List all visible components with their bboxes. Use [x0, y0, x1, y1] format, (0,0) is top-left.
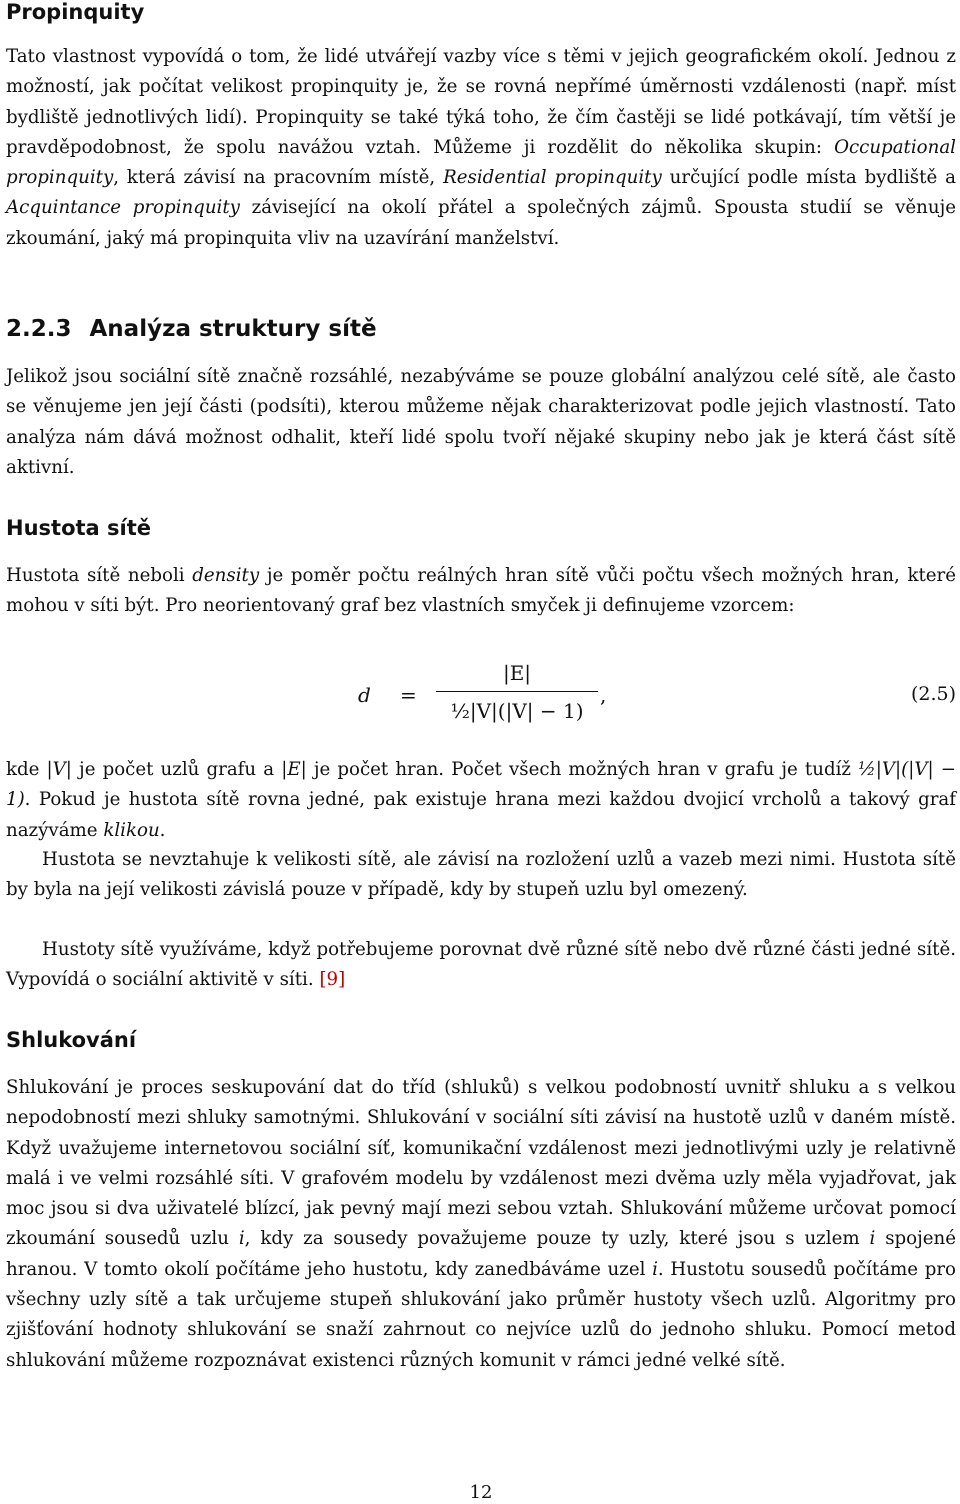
formula-comma: , [600, 683, 607, 707]
term-residential: Residential propinquity [443, 167, 662, 189]
text-run: je poměr počtu reálných hran sítě vůči počtu všech možných hran, které mohou v síti být. Pro neorientovaný graf bez vlastních smyček ji definujeme vzorcem: [6, 565, 956, 617]
citation-link[interactable]: [9] [319, 969, 346, 991]
formula-numerator: |E| [502, 661, 532, 685]
paragraph-hustota-intro [6, 561, 956, 622]
paragraph-hustota-size: Hustota se nevztahuje k velikosti sítě, ale závisí na rozložení uzlů a vazeb mezi nimi. Hustota sítě by byla na její velikosti závislá pouze v případě, kdy by stupeň uzlu byl omezený. [6, 849, 956, 901]
math-i: i [652, 1258, 658, 1280]
heading-hustota: Hustota sítě [6, 516, 151, 540]
term-occupational: Occupational propinquity [6, 136, 956, 189]
math-i: i [869, 1228, 876, 1250]
text-run: . [159, 819, 166, 841]
text-run: Shlukování je proces seskupování dat do tříd (shluků) s velkou podobností uvnitř shluku a s velkou nepodobností mezi shluky samotnými. Shlukování v sociální síti závisí na hustotě uzlů v daném místě. Když uvažujeme internetovou sociální síť, komunikační vzdálenost mezi jednotlivými uzly je relativně malá i ve velmi rozsáhlé síti. V grafovém modelu by vzdálenost mezi dvěma uzly měla vyjadřovat, jak moc jsou si dva uživatelé blízcí, jak pevný mají mezi sebou vztah. Shlukování můžeme určovat pomocí zkoumání sousedů uzlu [6, 1077, 956, 1250]
text-run: je počet uzlů grafu a [71, 759, 282, 780]
text-run: spojené hranou. V tomto okolí počítáme jeho hustotu, kdy zanedbáváme uzel [6, 1228, 957, 1280]
math-i: i [238, 1228, 245, 1250]
text-run: závisející na okolí přátel a společných zájmů. Spousta studií se věnuje zkoumání, jaký má propinquita vliv na uzavírání manželství. [6, 197, 956, 249]
math-expression: ½|V|(|V| − 1) [6, 759, 956, 811]
text-run: Hustota sítě neboli [6, 565, 193, 586]
section-number: 2.2.3 [6, 316, 72, 342]
paragraph-analyza: Jelikož jsou sociální sítě značně rozsáhlé, nezabýváme se pouze globální analýzou celé sítě, ale často se věnujeme jen její části (podsíti), kterou můžeme nějak charakterizovat podle jejich vlastností. Tato analýza nám dává možnost odhalit, kteří lidé spolu tvoří nějaké skupiny nebo jak je která část sítě aktivní. [6, 366, 956, 478]
term-acquintance: Acquintance propinquity [6, 197, 240, 219]
document-page [6, 0, 958, 1504]
paragraph-hustota-usage [6, 935, 956, 996]
text-run: je počet hran. Počet všech možných hran v grafu je tudíž [306, 759, 859, 780]
paragraph-shlukovani [6, 1073, 956, 1376]
term-klika: klikou [103, 819, 160, 841]
formula-denominator: ½|V|(|V| − 1) [450, 699, 584, 723]
page-number: 12 [469, 1482, 493, 1503]
text-run: kde [6, 759, 47, 780]
text-run: . Pokud je hustota sítě rovna jedné, pak existuje hrana mezi každou dvojicí vrcholů a takový graf nazýváme [6, 789, 956, 841]
text-run: , která závisí na pracovním místě, [113, 167, 444, 189]
text-run: . Hustotu sousedů počítáme pro všechny uzly sítě a tak určujeme stupeň shlukování jako průměr hustoty všech uzlů. Algoritmy pro zjišťování hodnoty shlukování se snaží zahrnout co nejvíce uzlů do jednoho shluku. Pomocí metod shlukování můžeme rozpoznávat existenci různých komunit v rámci jedné velké sítě. [6, 1258, 957, 1371]
text-run: Tato vlastnost vypovídá o tom, že lidé utvářejí vazby více s těmi v jejich geografickém okolí. Jednou z možností, jak počítat velikost propinquity je, že se rovná nepřímé úměrnosti vzdálenosti (např. míst bydliště jednotlivých lidí). Propinquity se také týká toho, že čím častěji se lidé potkávají, tím větší je pravděpodobnost, že spolu navážou vztah. Můžeme ji rozdělit do několika skupin: [6, 46, 956, 158]
section-title: Analýza struktury sítě [89, 316, 377, 342]
text-run: , kdy za sousedy považujeme pouze ty uzly, které jsou s uzlem [244, 1228, 870, 1250]
heading-shlukovani: Shlukování [6, 1028, 137, 1052]
formula-lhs: d [358, 683, 371, 707]
paragraph-hustota-explanation [6, 755, 956, 846]
equation-number: (2.5) [910, 683, 956, 705]
term-density: density [192, 565, 260, 586]
formula-fraction [432, 655, 602, 730]
paragraph-propinquity [6, 42, 956, 254]
text-run: Hustoty sítě využíváme, když potřebujeme porovnat dvě různé sítě nebo dvě různé části jedné sítě. Vypovídá o sociální aktivitě v síti. [6, 939, 956, 991]
formula-equals: = [400, 683, 417, 707]
section-heading-analyza [6, 316, 377, 342]
heading-propinquity: Propinquity [6, 0, 145, 24]
math-v: |V| [46, 759, 72, 780]
text-run: určující podle místa bydliště a [661, 167, 956, 189]
density-formula [6, 655, 956, 745]
math-e: |E| [281, 759, 307, 780]
